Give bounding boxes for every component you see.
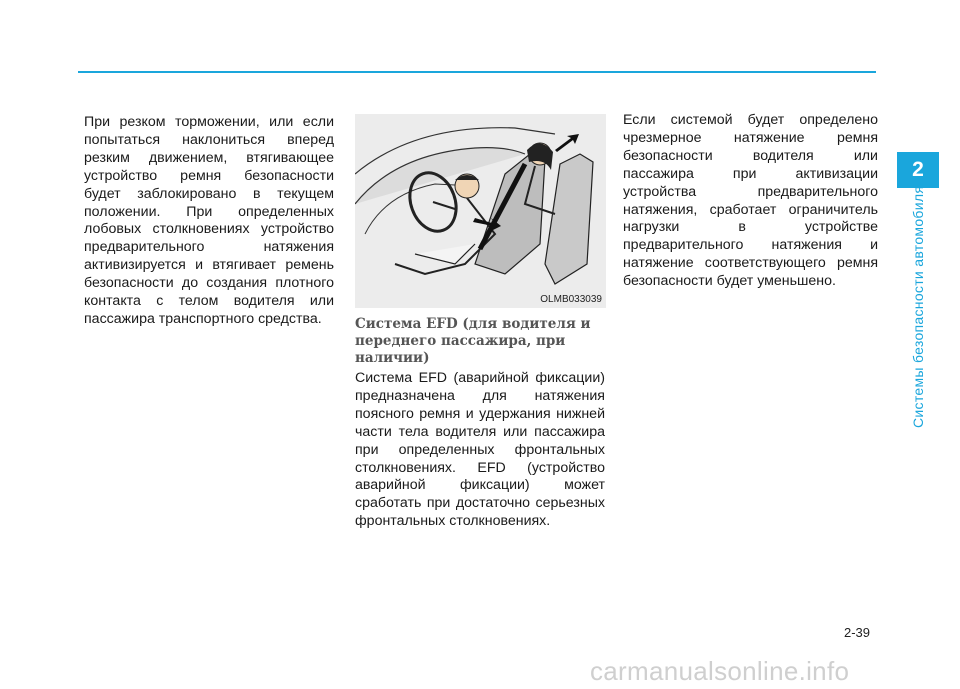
page-number: 2-39: [844, 625, 871, 640]
chapter-number-tab: [897, 152, 939, 188]
column-2: [355, 370, 605, 531]
seatbelt-illustration: [355, 114, 606, 308]
paragraph: Система EFD (аварийной фиксации) предназначена для натяжения поясного ремня и удержания нижней части тела водителя или пассажира при определенных фронтальных столкновениях. EFD (устройство аварийной фиксации) может сработать при достаточно серьезных фронтальных столкновениях.: [355, 370, 605, 530]
top-rule: [78, 71, 876, 73]
paragraph: При резком торможении, или если попытаться наклониться вперед резким движением, втягивающее устройство ремня безопасности будет заблокировано в текущем положении. При определенных лобовых столкновениях устройство предварительного натяжения активизируется и втягивает ремень безопасности до создания плотного контакта с телом водителя или пассажира транспортного средства.: [84, 114, 334, 327]
figure-code: OLMB033039: [540, 294, 602, 305]
column-1: [84, 114, 334, 329]
chapter-number: 2: [912, 158, 924, 181]
section-heading: Система EFD (для водителя и переднего пассажира, при наличии): [355, 316, 591, 366]
chapter-title: Системы безопасности автомобиля: [910, 185, 926, 428]
car-interior-drawing: [355, 114, 606, 308]
watermark: carmanualsonline.info: [590, 656, 850, 686]
paragraph: Если системой будет определено чрезмерное натяжение ремня безопасности водителя или пассажира при активизации устройства предварительного натяжения, сработает ограничитель нагрузки в устройстве предварительного натяжения и натяжение соответствующего ремня безопасности будет уменьшено.: [623, 112, 878, 290]
column-3: [623, 112, 878, 291]
